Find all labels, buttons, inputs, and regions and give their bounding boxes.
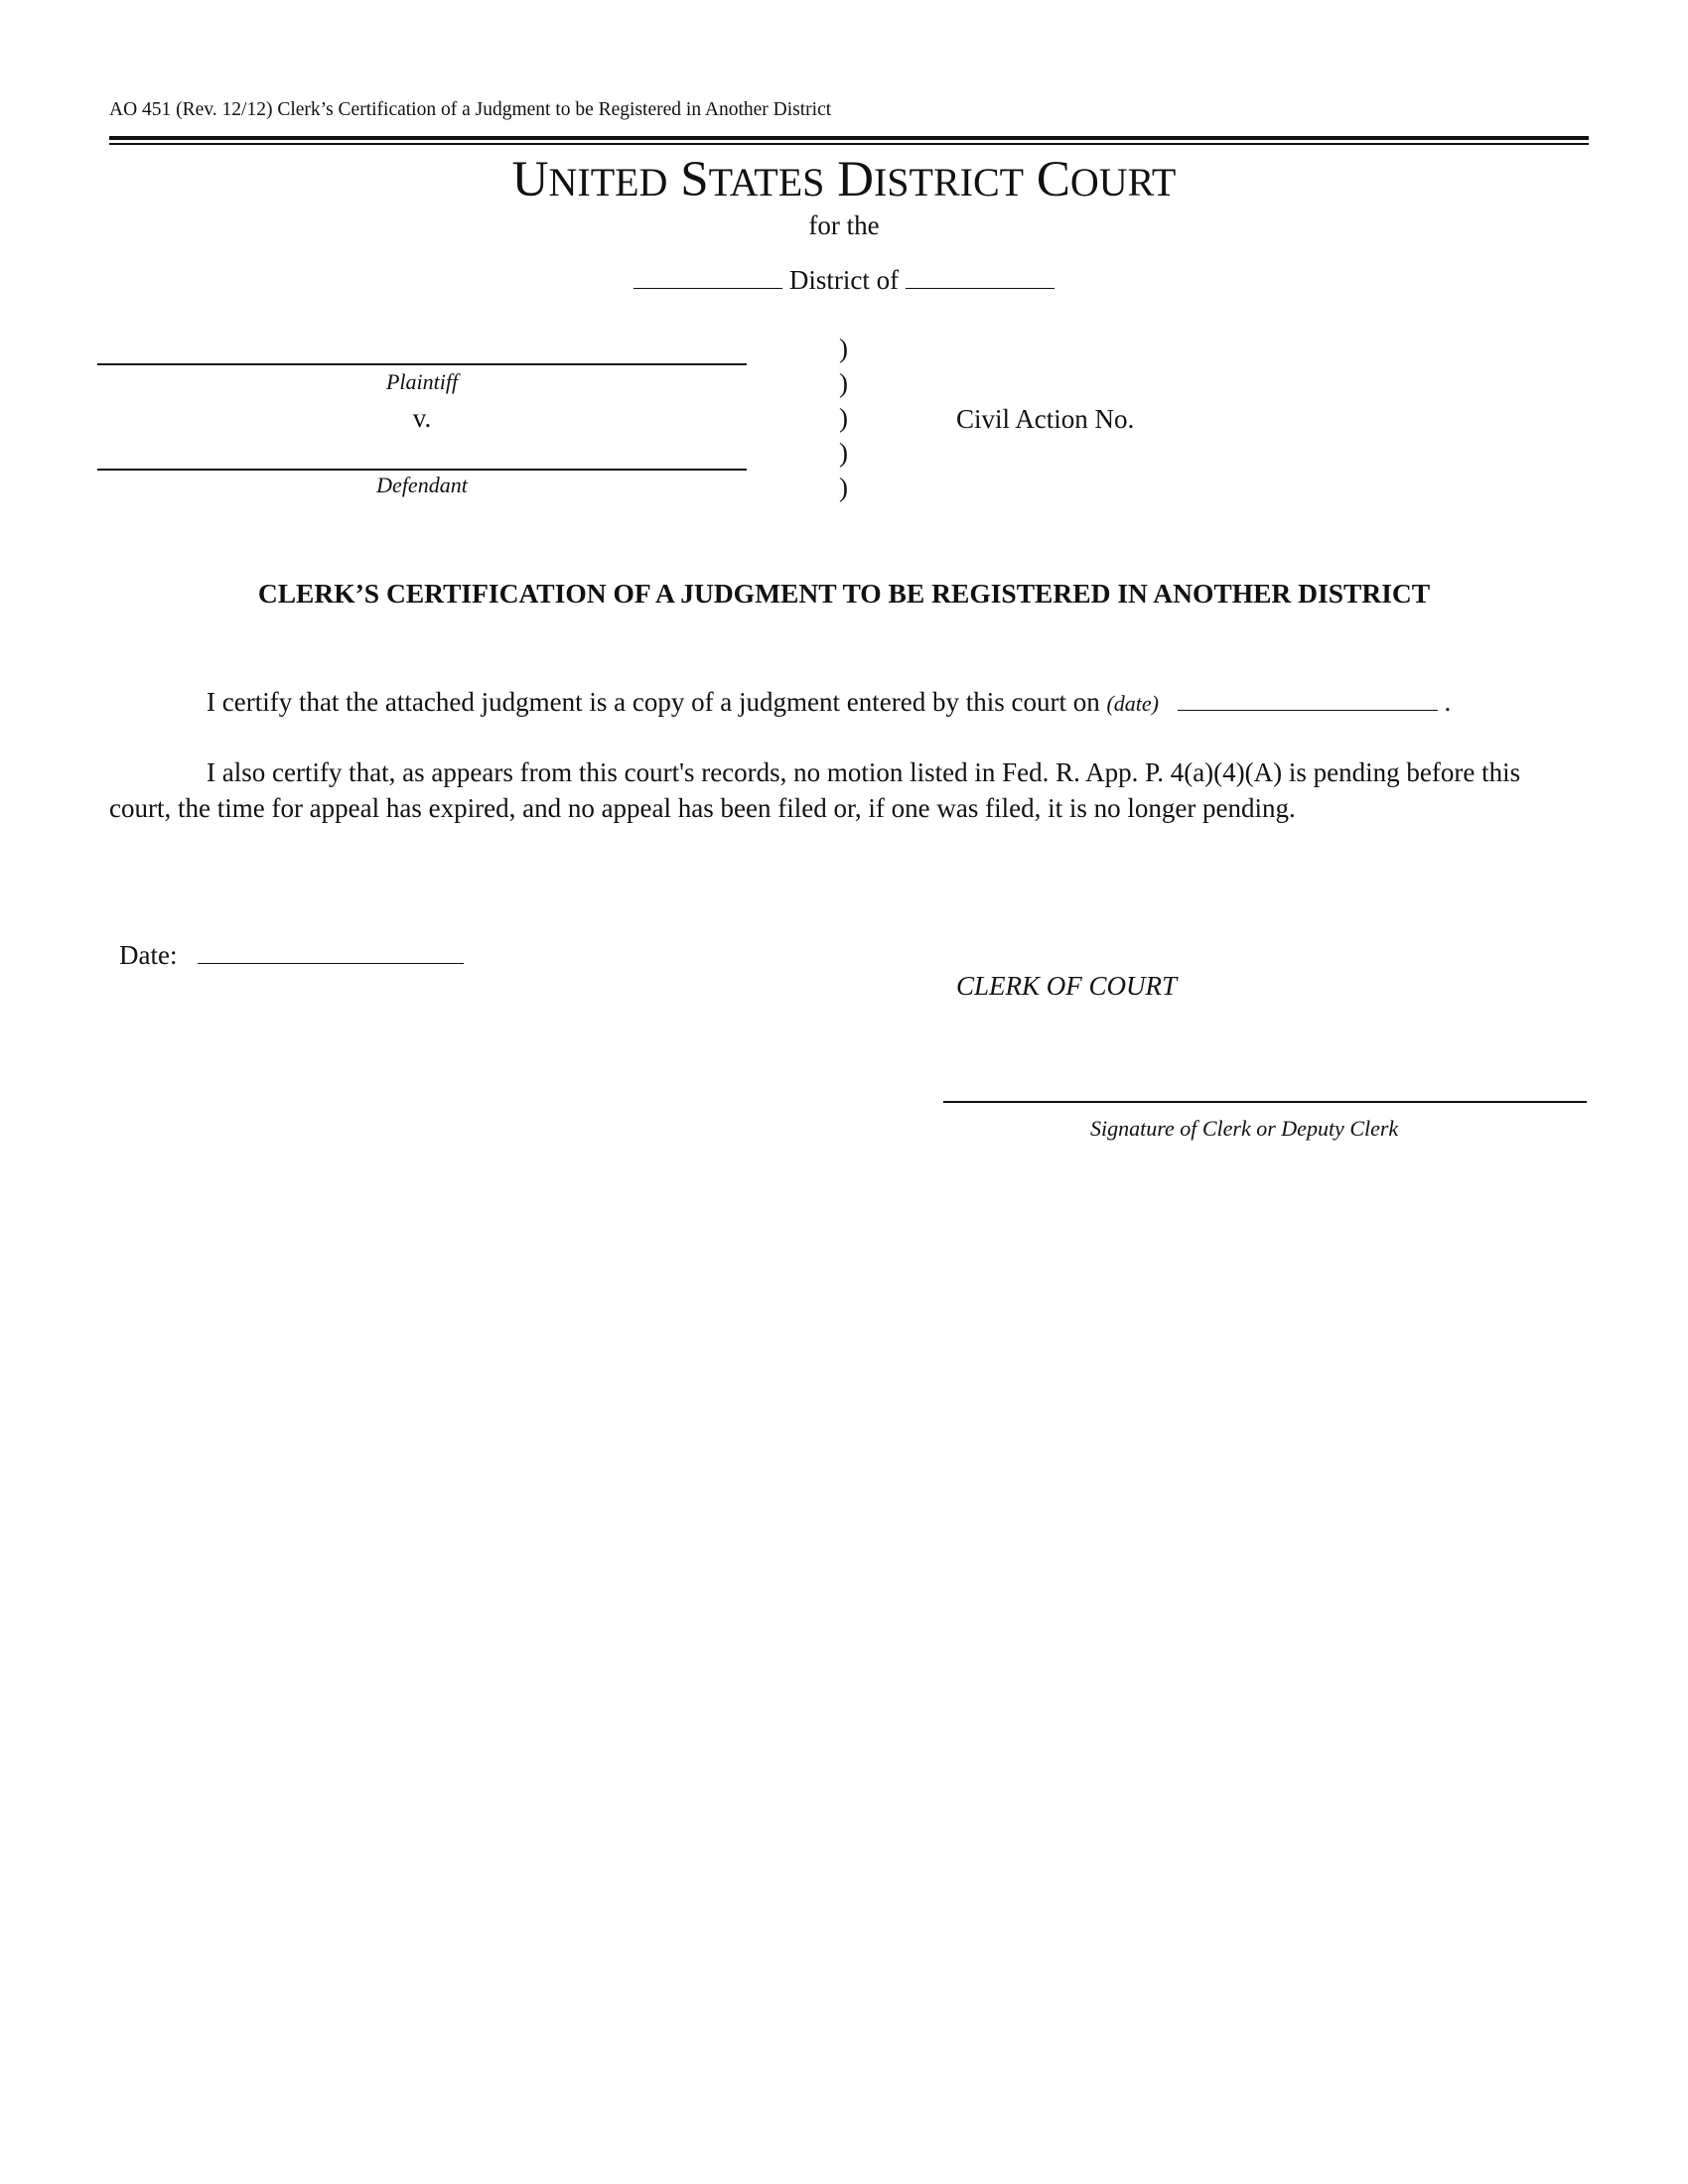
civil-action-no: Civil Action No. <box>956 404 1135 434</box>
document-title: CLERK’S CERTIFICATION OF A JUDGMENT TO BE REGISTERED IN ANOTHER DISTRICT <box>257 578 1431 609</box>
caption-paren: ) <box>839 403 848 433</box>
certification-paragraph-1 <box>109 683 1579 722</box>
caption-paren: ) <box>839 473 848 502</box>
caption-paren: ) <box>839 368 848 398</box>
signature-caption: Signature of Clerk or Deputy Clerk <box>1090 1116 1399 1141</box>
date-label: Date: <box>119 940 178 970</box>
district-blank-right[interactable] <box>906 261 1055 289</box>
header-rule-thick <box>109 136 1589 140</box>
plaintiff-name-line[interactable] <box>97 363 747 365</box>
form-identifier: AO 451 (Rev. 12/12) Clerk’s Certification of a Judgment to be Registered in Another District <box>109 99 832 120</box>
header-rule-thin <box>109 143 1589 145</box>
judgment-date-field[interactable] <box>1178 683 1438 711</box>
defendant-name-line[interactable] <box>97 469 747 471</box>
paragraph1-end: . <box>1444 687 1452 717</box>
district-text: District of <box>788 265 900 295</box>
district-line <box>0 261 1688 296</box>
plaintiff-label: Plaintiff <box>385 369 459 394</box>
for-the-text: for the <box>808 210 880 240</box>
court-title: UNITED STATES DISTRICT COURT <box>511 152 1177 207</box>
date-hint: (date) <box>1106 691 1159 716</box>
date-field[interactable] <box>198 936 464 964</box>
caption-paren: ) <box>839 438 848 468</box>
caption-paren: ) <box>839 334 848 363</box>
district-blank-left[interactable] <box>633 261 782 289</box>
certification-paragraph-2 <box>109 754 1579 826</box>
paragraph1-text: I certify that the attached judgment is a copy of a judgment entered by this court on <box>207 687 1100 717</box>
paragraph2-text: I also certify that, as appears from this court's records, no motion listed in Fed. R. App. P. 4(a)(4)(A) is pending before this court, the time for appeal has expired, and no appeal has been filed or, if one was filed, it is no longer pending. <box>109 757 1521 823</box>
defendant-label: Defendant <box>376 473 468 497</box>
versus-text: v. <box>412 403 432 433</box>
date-line <box>119 936 464 971</box>
signature-line[interactable] <box>943 1101 1587 1103</box>
clerk-of-court: CLERK OF COURT <box>956 971 1178 1001</box>
